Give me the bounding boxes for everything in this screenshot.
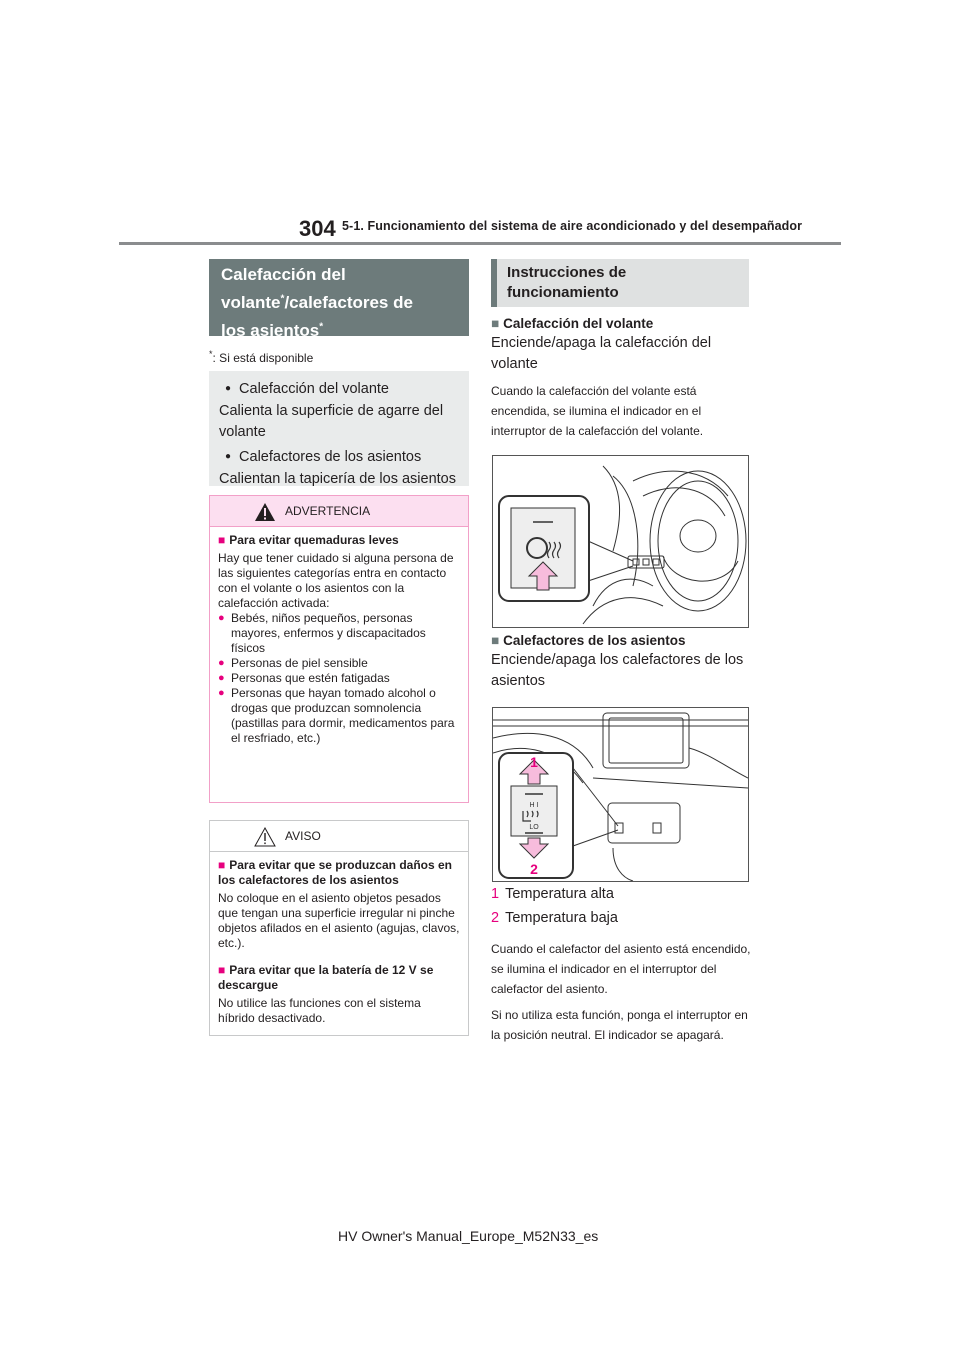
seat-heater-figure bbox=[492, 707, 749, 882]
legend-text-2: Temperatura baja bbox=[505, 910, 618, 926]
steering-section bbox=[491, 316, 751, 441]
notice-label: AVISO bbox=[285, 829, 321, 843]
legend-num-2: 2 bbox=[491, 910, 500, 926]
notice-heading-2: ■ Para evitar que la batería de 12 V se descargue bbox=[218, 963, 460, 993]
legend-item-1 bbox=[491, 884, 751, 905]
legend-num-1: 1 bbox=[491, 886, 500, 902]
warning-heading: ■ Para evitar quemaduras leves bbox=[218, 533, 460, 548]
summary-item-1: ● Calefacción del volante bbox=[219, 379, 459, 401]
title-line-3: los asientos bbox=[221, 321, 320, 340]
notice-text-1: No coloque en el asiento objetos pesados que tengan una superficie irregular ni pinche objetos afilados en el asiento (agujas, clavos, etc.). bbox=[218, 891, 460, 950]
section-title bbox=[209, 259, 469, 340]
summary-item-2-desc: Calientan la tapicería de los asientos bbox=[219, 471, 456, 487]
summary-item-2: ● Calefactores de los asientos bbox=[219, 447, 459, 469]
warning-box bbox=[209, 495, 469, 803]
warning-item: ● Personas que hayan tomado alcohol o drogas que produzcan somnolencia (pastillas para dormir, medicamentos para el resfriado, etc.) bbox=[218, 686, 460, 746]
steering-heater-figure bbox=[492, 455, 749, 628]
footnote bbox=[209, 349, 313, 365]
steering-heading: ■ Calefacción del volante bbox=[491, 316, 751, 331]
page-number: 304 bbox=[299, 216, 336, 241]
warning-item: ● Personas de piel sensible bbox=[218, 656, 460, 671]
warning-header bbox=[210, 496, 468, 527]
title-line-2a: volante bbox=[221, 293, 281, 312]
legend-item-2 bbox=[491, 908, 751, 929]
steering-desc: Cuando la calefacción del volante está encendida, se ilumina el indicador en el interruptor de la calefacción del volante. bbox=[491, 384, 704, 438]
seats-desc-1: Cuando el calefactor del asiento está encendido, se ilumina el indicador en el interruptor del calefactor del asiento. bbox=[491, 942, 751, 996]
seats-text: Enciende/apaga los calefactores de los asientos bbox=[491, 652, 744, 689]
warning-label: ADVERTENCIA bbox=[285, 504, 371, 518]
title-line-2b: /calefactores de bbox=[284, 293, 413, 312]
asterisk: * bbox=[319, 321, 324, 333]
title-line-1: Calefacción del bbox=[221, 265, 346, 284]
asterisk: * bbox=[280, 293, 285, 305]
lo-label: LO bbox=[529, 824, 539, 831]
instructions-title: Instrucciones de funcionamiento bbox=[491, 259, 749, 307]
hi-label: H I bbox=[529, 802, 539, 809]
steering-heater-illustration bbox=[493, 456, 748, 627]
warning-item: ● Personas que estén fatigadas bbox=[218, 671, 460, 686]
figure-label-2: 2 bbox=[530, 861, 538, 877]
notice-header bbox=[210, 821, 468, 852]
steering-text: Enciende/apaga la calefacción del volante bbox=[491, 335, 712, 372]
warning-intro: Hay que tener cuidado si alguna persona de las siguientes categorías entra en contacto con el volante o los asientos con la calefacción activada: bbox=[218, 551, 454, 610]
notice-text-2: No utilice las funciones con el sistema híbrido desactivado. bbox=[218, 996, 421, 1025]
legend-text-1: Temperatura alta bbox=[505, 886, 614, 902]
figure-label-1: 1 bbox=[530, 754, 538, 770]
seats-heading: ■ Calefactores de los asientos bbox=[491, 633, 751, 648]
header-divider bbox=[119, 242, 841, 245]
warning-icon bbox=[254, 502, 276, 522]
warning-item: ● Bebés, niños pequeños, personas mayores, enfermos y discapacitados físicos bbox=[218, 611, 460, 656]
chapter-title: 5-1. Funcionamiento del sistema de aire acondicionado y del desempañador bbox=[342, 219, 803, 233]
seats-section bbox=[491, 633, 751, 692]
notice-box bbox=[209, 820, 469, 1036]
footer-text: HV Owner's Manual_Europe_M52N33_es bbox=[338, 1228, 599, 1244]
footnote-asterisk: * bbox=[209, 349, 213, 359]
seats-details bbox=[491, 884, 751, 1045]
footnote-text: : Si está disponible bbox=[212, 351, 314, 365]
summary-box bbox=[209, 371, 469, 486]
seats-desc-2: Si no utiliza esta función, ponga el interruptor en la posición neutral. El indicador se apagará. bbox=[491, 1008, 748, 1042]
notice-heading-1: ■ Para evitar que se produzcan daños en los calefactores de los asientos bbox=[218, 858, 460, 888]
caution-icon bbox=[254, 827, 276, 847]
summary-item-1-desc: Calienta la superficie de agarre del volante bbox=[219, 403, 444, 440]
seat-heater-illustration bbox=[493, 708, 748, 881]
